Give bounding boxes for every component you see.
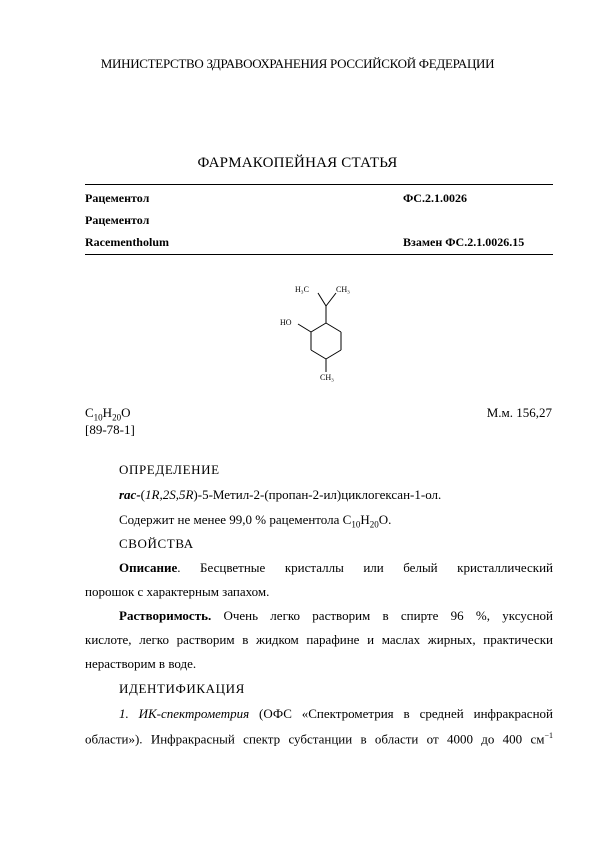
ch3-bottom-label: CH₃ [320, 373, 334, 382]
content-text: Содержит не менее 99,0 % рацементола $C_{10}H_{20}O$. [119, 512, 392, 530]
name-latin: Racementholum [85, 235, 169, 249]
description-line-2: порошок с характерным запахом. [85, 584, 270, 599]
ir-line-2: области»). Инфракрасный спектр субстанции в области от 4000 до 400 $см^{-1}$ [85, 731, 553, 747]
cas-number: [89-78-1] [85, 422, 135, 437]
properties-heading: СВОЙСТВА [119, 536, 194, 551]
molecular-formula: $C_{10}H_{20}O$ [85, 405, 131, 423]
header-rule-bottom [85, 254, 553, 255]
ch3-top-label: CH₃ [336, 285, 350, 294]
definition-heading: ОПРЕДЕЛЕНИЕ [119, 462, 220, 477]
h3c-label: H₃C [295, 285, 309, 294]
replaces-monograph: Взамен ФС.2.1.0026.15 [403, 235, 525, 249]
description-line-1: Описание. Бесцветные кристаллы или белый кристаллический [119, 560, 553, 575]
solubility-line-1: Растворимость. Очень легко растворим в спирте 96 %, уксусной [119, 608, 553, 623]
header-rule-top [85, 184, 553, 185]
identification-heading: ИДЕНТИФИКАЦИЯ [119, 681, 245, 696]
name-russian-1: Рацементол [85, 191, 150, 205]
name-russian-2: Рацементол [85, 213, 150, 227]
definition-text: rac-(1R,2S,5R)-5-Метил-2-(пропан-2-ил)циклогексан-1-ол. [119, 487, 442, 502]
ministry-title: МИНИСТЕРСТВО ЗДРАВООХРАНЕНИЯ РОССИЙСКОЙ ФЕДЕРАЦИИ [100, 56, 495, 71]
ho-label: HO [280, 318, 292, 327]
molecule-bonds [298, 293, 341, 372]
solubility-line-3: нерастворим в воде. [85, 656, 197, 671]
solubility-line-2: кислоте, легко растворим в жидком парафине и маслах жирных, практически [85, 632, 553, 647]
structural-formula [270, 279, 370, 389]
ir-line-1: 1. ИК-спектрометрия (ОФС «Спектрометрия в средней инфракрасной [119, 706, 553, 721]
document-title: ФАРМАКОПЕЙНАЯ СТАТЬЯ [197, 155, 398, 171]
monograph-number: ФС.2.1.0026 [403, 191, 467, 205]
molar-mass: М.м. 156,27 [486, 405, 552, 420]
